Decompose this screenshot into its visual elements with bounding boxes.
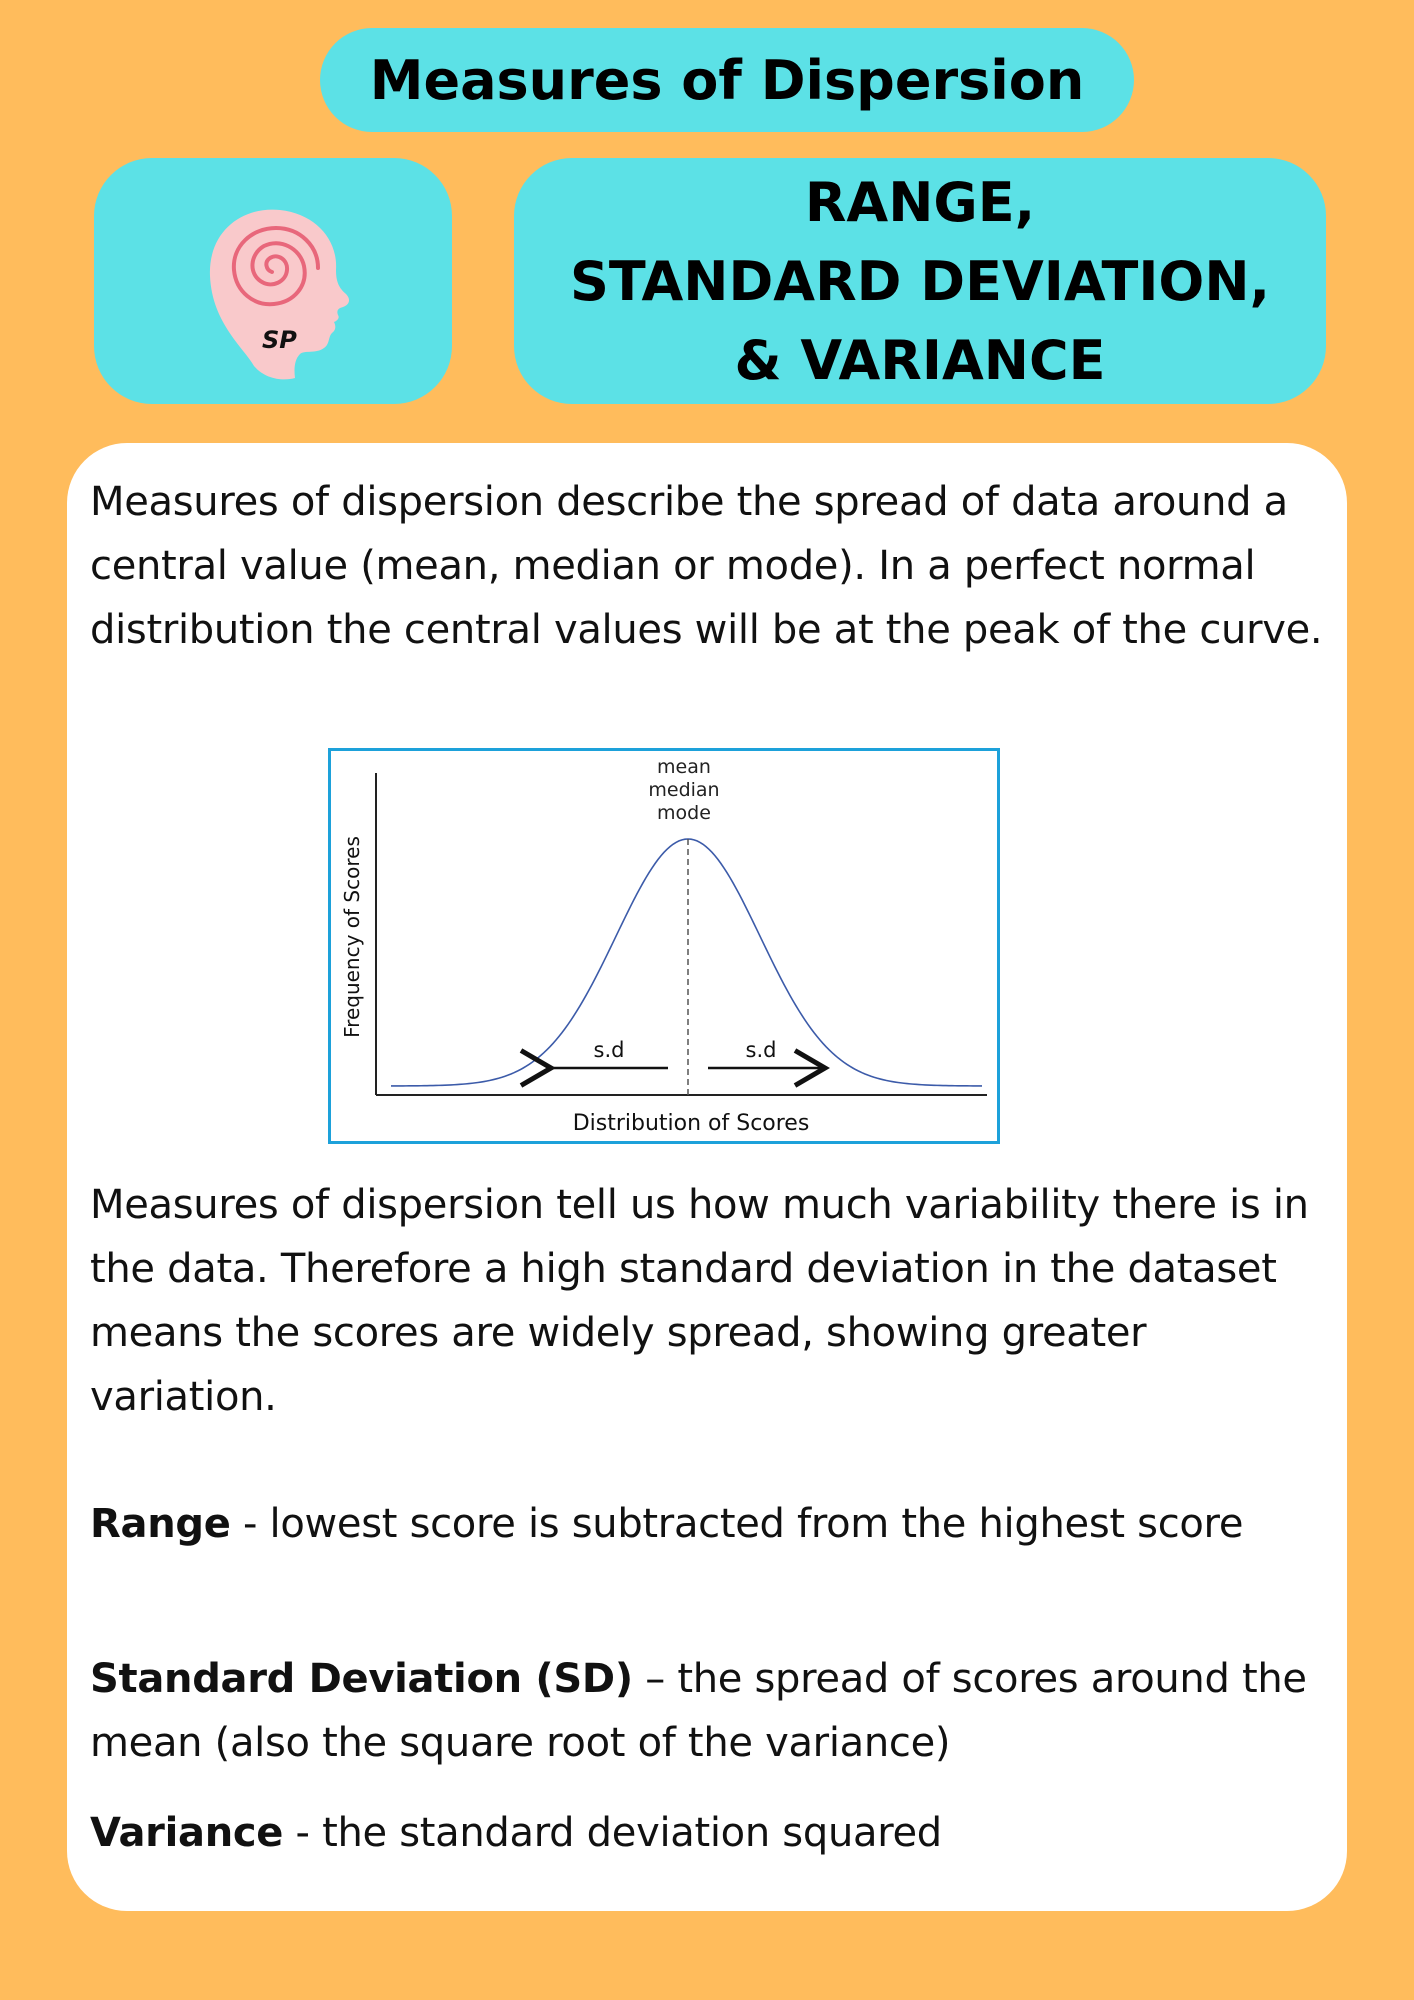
definition-term: Range [90, 1501, 231, 1547]
heading-line-2: STANDARD DEVIATION, [569, 249, 1271, 313]
definition-standard-deviation [90, 1647, 1340, 1775]
topic-heading [514, 158, 1326, 404]
variability-paragraph: Measures of dispersion tell us how much variability there is in the data. Therefore a high standard deviation in the dataset means the scores are widely spread, showing greater variation. [90, 1182, 1309, 1420]
heading-line-3: & VARIANCE [734, 328, 1106, 392]
head-spiral-icon [94, 158, 452, 404]
sd-label-right: s.d [745, 1038, 777, 1062]
normal-distribution-chart [328, 748, 1000, 1144]
peak-label-mean: mean [657, 756, 711, 778]
y-axis-label: Frequency of Scores [340, 836, 364, 1038]
definition-separator: – [632, 1656, 678, 1702]
definition-term: Standard Deviation (SD) [90, 1656, 633, 1702]
definition-separator: - [230, 1501, 270, 1547]
heading-line-1: RANGE, [804, 170, 1036, 234]
definition-term: Variance [90, 1810, 284, 1856]
intro-paragraph: Measures of dispersion describe the spread of data around a central value (mean, median or mode). In a perfect normal distribution the central values will be at the peak of the curve. [90, 479, 1323, 653]
page-title: Measures of Dispersion [320, 28, 1134, 132]
definition-variance [90, 1801, 1340, 1865]
peak-label-mode: mode [657, 802, 711, 824]
definition-range [90, 1492, 1340, 1556]
definition-text: the spread of scores around the mean (also the square root of the variance) [90, 1656, 1307, 1766]
logo [94, 158, 452, 404]
definition-separator: - [283, 1810, 323, 1856]
normal-curve [391, 839, 982, 1086]
chart-svg [331, 751, 997, 1141]
peak-label-median: median [648, 779, 720, 801]
definition-text: the standard deviation squared [322, 1810, 942, 1856]
x-axis-label: Distribution of Scores [572, 1111, 810, 1136]
definition-text: lowest score is subtracted from the highest score [269, 1501, 1244, 1547]
sd-label-left: s.d [593, 1038, 625, 1062]
logo-text: SP [262, 326, 297, 354]
